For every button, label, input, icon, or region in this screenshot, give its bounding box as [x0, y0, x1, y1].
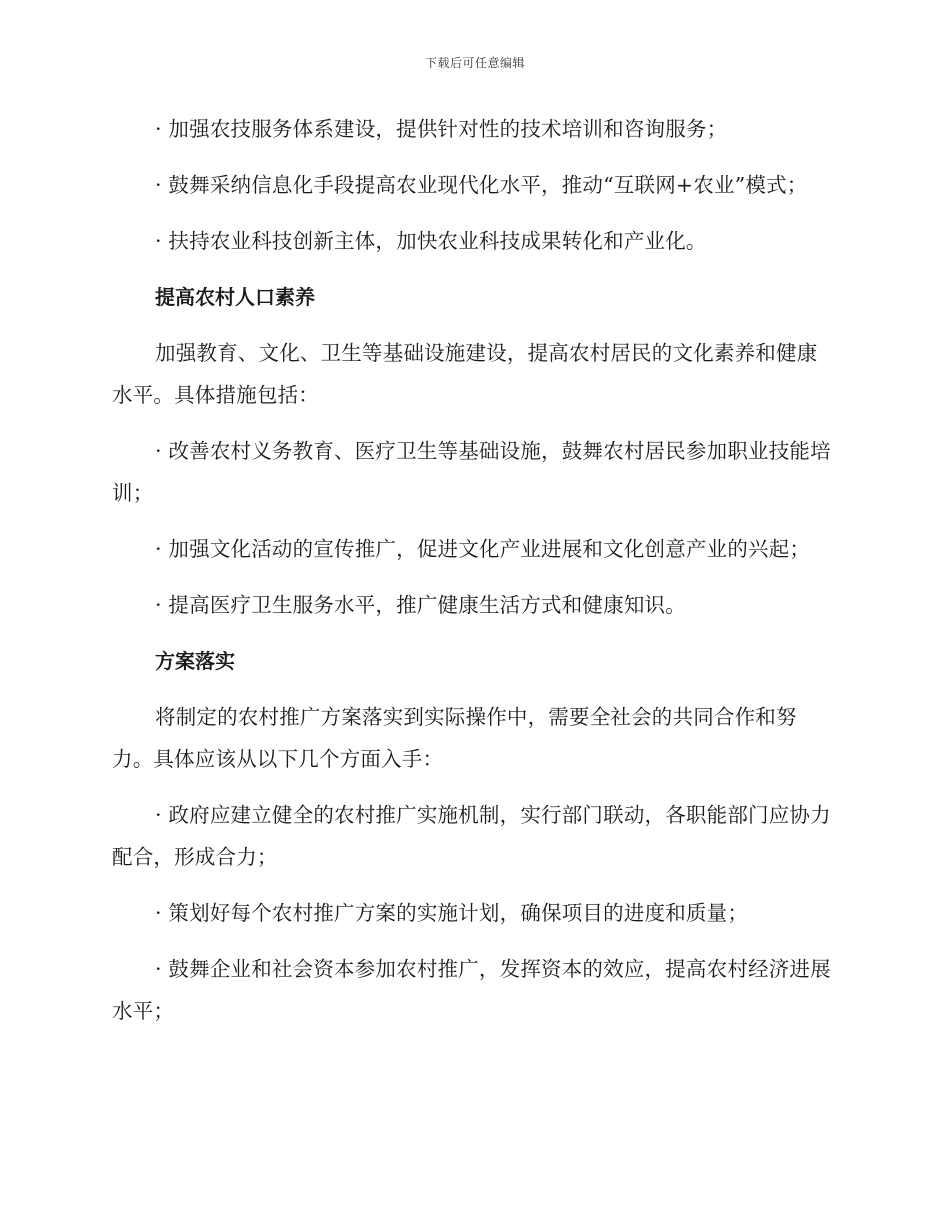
bullet-item: · 鼓舞采纳信息化手段提高农业现代化水平，推动“互联网+农业”模式；	[155, 173, 808, 197]
page-header: 下载后可任意编辑	[424, 56, 525, 70]
bullet-item: · 鼓舞企业和社会资本参加农村推广，发挥资本的效应，提高农村经济进展水平；	[112, 957, 831, 1023]
body-paragraph: 将制定的农村推广方案落实到实际操作中，需要全社会的共同合作和努力。具体应该从以下几个方面入手：	[112, 705, 797, 771]
bullet-item: · 提高医疗卫生服务水平，推广健康生活方式和健康知识。	[155, 593, 686, 617]
bullet-item: · 策划好每个农村推广方案的实施计划，确保项目的进度和质量；	[155, 901, 749, 925]
section-heading: 方案落实	[155, 649, 235, 673]
bullet-item: · 加强农技服务体系建设，提供针对性的技术培训和咨询服务；	[155, 117, 728, 141]
document-body	[112, 108, 832, 1046]
section-heading: 提高农村人口素养	[155, 285, 315, 309]
bullet-item: · 加强文化活动的宣传推广，促进文化产业进展和文化创意产业的兴起；	[155, 537, 811, 561]
bullet-item: · 扶持农业科技创新主体，加快农业科技成果转化和产业化。	[155, 229, 707, 253]
bullet-item: · 政府应建立健全的农村推广实施机制，实行部门联动，各职能部门应协力配合，形成合力；	[112, 803, 831, 869]
body-paragraph: 加强教育、文化、卫生等基础设施建设，提高农村居民的文化素养和健康水平。具体措施包括：	[112, 341, 818, 407]
bullet-item: · 改善农村义务教育、医疗卫生等基础设施，鼓舞农村居民参加职业技能培训；	[112, 439, 831, 505]
